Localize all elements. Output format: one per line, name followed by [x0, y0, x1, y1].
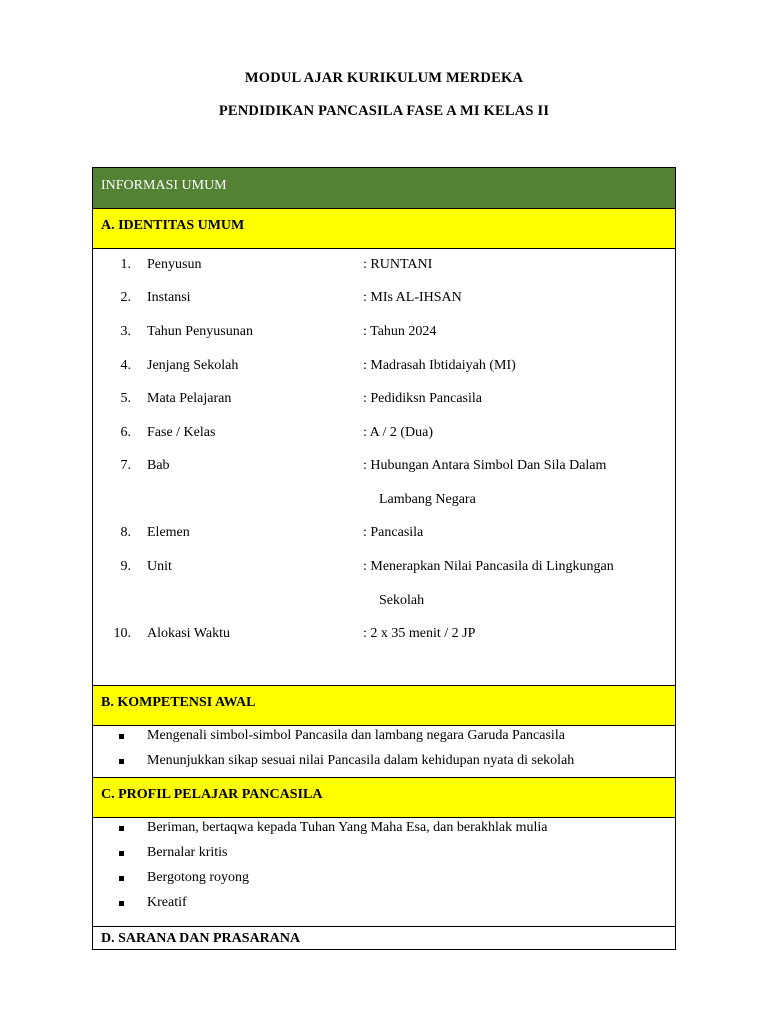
header-kompetensi-awal — [93, 685, 675, 725]
item-label: Elemen — [147, 525, 190, 540]
item-value: : Madrasah Ibtidaiyah (MI) — [363, 358, 516, 373]
item-value: : Pancasila — [363, 525, 424, 540]
item-number: 5. — [120, 391, 131, 406]
square-bullet-icon — [119, 851, 124, 856]
item-value-continued: Lambang Negara — [379, 492, 476, 507]
square-bullet-icon — [119, 876, 124, 881]
header-informasi-umum — [93, 168, 675, 208]
square-bullet-icon — [119, 734, 124, 739]
header-identitas-umum — [93, 208, 675, 248]
item-number: 4. — [120, 358, 131, 373]
item-label: Penyusun — [147, 257, 202, 272]
item-value: : Tahun 2024 — [363, 324, 437, 339]
item-number: 7. — [120, 458, 131, 473]
list-item-text: Beriman, bertaqwa kepada Tuhan Yang Maha Esa, dan berakhlak mulia — [147, 820, 548, 835]
kompetensi-list — [93, 725, 675, 777]
identitas-item — [93, 358, 675, 378]
item-number: 10. — [113, 626, 131, 641]
item-label: Mata Pelajaran — [147, 391, 232, 406]
list-item — [93, 845, 675, 865]
item-label: Jenjang Sekolah — [147, 358, 239, 373]
item-value: : A / 2 (Dua) — [363, 425, 433, 440]
item-label: Tahun Penyusunan — [147, 324, 253, 339]
item-value: : 2 x 35 menit / 2 JP — [363, 626, 476, 641]
page-subtitle: PENDIDIKAN PANCASILA FASE A MI KELAS II — [218, 103, 550, 119]
item-value: : MIs AL-IHSAN — [363, 290, 462, 305]
item-label: Unit — [147, 559, 172, 574]
item-number: 2. — [120, 290, 131, 305]
item-number: 6. — [120, 425, 131, 440]
item-value: : Menerapkan Nilai Pancasila di Lingkungan — [363, 559, 614, 574]
item-number: 3. — [120, 324, 131, 339]
item-label: Bab — [147, 458, 170, 473]
profil-list — [93, 817, 675, 926]
header-identitas-umum-label: A. IDENTITAS UMUM — [101, 218, 245, 233]
item-number: 1. — [120, 257, 131, 272]
square-bullet-icon — [119, 901, 124, 906]
identitas-item — [93, 391, 675, 411]
list-item — [93, 820, 675, 840]
identitas-item — [93, 626, 675, 646]
list-item — [93, 728, 675, 748]
identitas-item — [93, 425, 675, 445]
item-value: : Hubungan Antara Simbol Dan Sila Dalam — [363, 458, 607, 473]
item-value: : RUNTANI — [363, 257, 433, 272]
identitas-item — [93, 257, 675, 277]
item-label: Instansi — [147, 290, 191, 305]
list-item-text: Bernalar kritis — [147, 845, 228, 860]
list-item — [93, 895, 675, 915]
identitas-item — [93, 525, 675, 545]
list-item-text: Mengenali simbol-simbol Pancasila dan lambang negara Garuda Pancasila — [147, 728, 565, 743]
header-sarana-prasarana — [93, 926, 675, 950]
header-informasi-umum-label: INFORMASI UMUM — [101, 178, 227, 193]
list-item-text: Bergotong royong — [147, 870, 250, 885]
identitas-list — [93, 248, 675, 685]
identitas-item — [93, 290, 675, 310]
list-item — [93, 870, 675, 890]
identitas-item — [93, 559, 675, 613]
item-value: : Pedidiksn Pancasila — [363, 391, 482, 406]
item-number: 8. — [120, 525, 131, 540]
item-number: 9. — [120, 559, 131, 574]
header-profil-pelajar-label: C. PROFIL PELAJAR PANCASILA — [101, 787, 323, 802]
header-kompetensi-awal-label: B. KOMPETENSI AWAL — [101, 695, 256, 710]
item-label: Fase / Kelas — [147, 425, 216, 440]
item-value-continued: Sekolah — [379, 593, 425, 608]
info-table — [92, 167, 676, 950]
header-profil-pelajar — [93, 777, 675, 817]
header-sarana-prasarana-label: D. SARANA DAN PRASARANA — [101, 931, 301, 946]
list-item — [93, 753, 675, 773]
square-bullet-icon — [119, 826, 124, 831]
list-item-text: Kreatif — [147, 895, 187, 910]
square-bullet-icon — [119, 759, 124, 764]
page-title: MODUL AJAR KURIKULUM MERDEKA — [244, 70, 524, 86]
list-item-text: Menunjukkan sikap sesuai nilai Pancasila dalam kehidupan nyata di sekolah — [147, 753, 575, 768]
identitas-item — [93, 458, 675, 512]
identitas-item — [93, 324, 675, 344]
item-label: Alokasi Waktu — [147, 626, 230, 641]
